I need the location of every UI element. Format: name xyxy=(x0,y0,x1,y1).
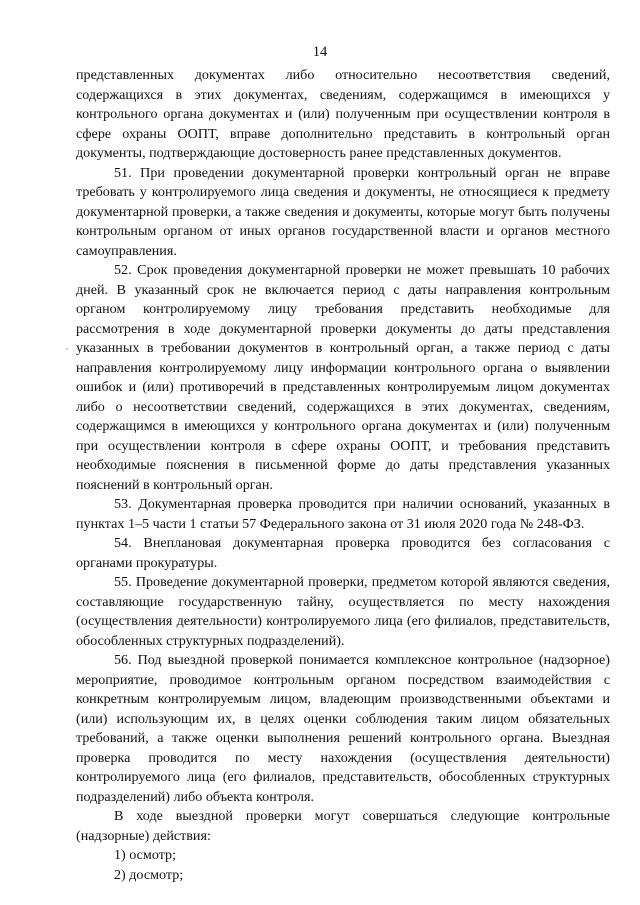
paragraph-54: 54. Внеплановая документарная проверка проводится без согласования с органами прокуратуры. xyxy=(76,535,610,571)
paragraph-55: 55. Проведение документарной проверки, предметом которой являются сведения, составляющие государственную тайну, осуществляется по месту нахождения (осуществления деятельности) контролируемого лица (его филиалов, представительств, обособленных структурных подразделений). xyxy=(76,574,610,649)
list-item-inspection: 1) осмотр; xyxy=(114,847,176,863)
paragraph-53: 53. Документарная проверка проводится при наличии оснований, указанных в пунктах 1–5 части 1 статьи 57 Федерального закона от 31 июля 2020 года № 248-ФЗ. xyxy=(76,496,610,532)
margin-mark xyxy=(66,348,68,350)
paragraph-56: 56. Под выездной проверкой понимается комплексное контрольное (надзорное) мероприятие, проводимое контрольным органом посредством взаимодействия с конкретным контролируемым лицом, владеющим производственными объектами и (или) использующим их, в целях оценки соблюдения таким лицом обязательных требований, а также оценки выполнения решений контрольного органа. Выездная проверка проводится по месту нахождения (осуществления деятельности) контролируемого лица (его филиалов, представительств, обособленных структурных подразделений) либо объекта контроля. xyxy=(76,652,610,805)
paragraph-52: 52. Срок проведения документарной проверки не может превышать 10 рабочих дней. В указанный срок не включается период с даты направления контрольным органом контролируемому лицу требования представить необходимые для рассмотрения в ходе документарной проверки документы до даты представления указанных в требовании документов в контрольный орган, а также период с даты направления контролируемому лицу информации контрольного органа о выявлении ошибок и (или) противоречий в представленных контролируемым лицом документах либо о несоответствии сведений, содержащихся в этих документах, сведениям, содержащимся в имеющихся у контрольного органа документах и (или) полученным при осуществлении контроля в сфере охраны ООПТ, и требования представить необходимые пояснения в письменной форме до даты представления указанных пояснений в контрольный орган. xyxy=(76,262,610,493)
document-body xyxy=(76,66,610,885)
paragraph-51: 51. При проведении документарной проверки контрольный орган не вправе требовать у контролируемого лица сведения и документы, не относящиеся к предмету документарной проверки, а также сведения и документы, которые могут быть получены контрольным органом от иных органов государственной власти и органов местного самоуправления. xyxy=(76,164,610,259)
paragraph-continuation: представленных документах либо относительно несоответствия сведений, содержащихся в этих документах, сведениям, содержащимся в имеющихся у контрольного органа документах и (или) полученным при осуществлении контроля в сфере охраны ООПТ, вправе дополнительно представить в контрольный орган документы, подтверждающие достоверность ранее представленных документов. xyxy=(76,67,610,161)
paragraph-actions-intro: В ходе выездной проверки могут совершаться следующие контрольные (надзорные) действия: xyxy=(76,808,610,844)
list-item-search: 2) досмотр; xyxy=(114,866,184,883)
page-number: 14 xyxy=(312,44,328,60)
